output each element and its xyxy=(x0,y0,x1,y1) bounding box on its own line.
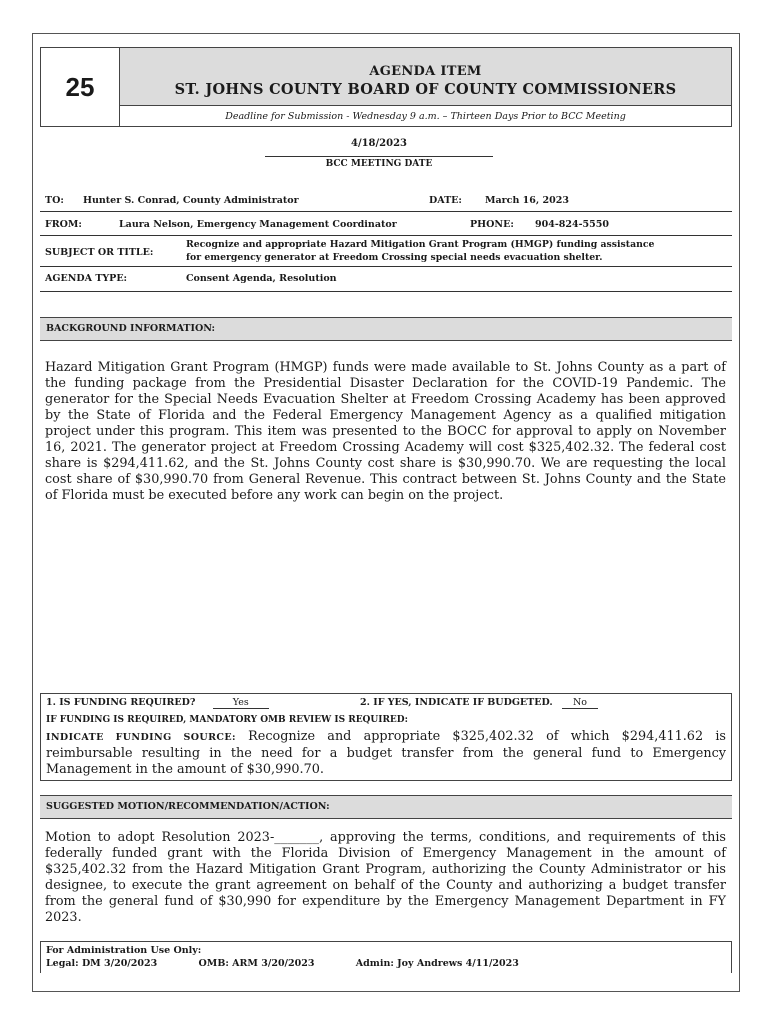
admin-signoffs xyxy=(46,958,519,969)
phone-label: PHONE: xyxy=(470,219,514,230)
subject-line1: Recognize and appropriate Hazard Mitigation Grant Program (HMGP) funding assistance xyxy=(186,239,655,250)
item-number: 25 xyxy=(41,48,120,126)
agenda-type-value: Consent Agenda, Resolution xyxy=(186,273,337,284)
budgeted-label: 2. IF YES, INDICATE IF BUDGETED. xyxy=(360,697,553,708)
title-box xyxy=(120,48,731,105)
title-line2: ST. JOHNS COUNTY BOARD OF COUNTY COMMISSIONERS xyxy=(174,81,677,98)
meeting-date-line xyxy=(265,156,493,157)
deadline-note: Deadline for Submission - Wednesday 9 a.m. – Thirteen Days Prior to BCC Meeting xyxy=(120,105,731,127)
budgeted-value: No xyxy=(562,697,598,709)
divider-agenda-type xyxy=(40,291,732,292)
admin-heading: For Administration Use Only: xyxy=(46,945,202,956)
date-value: March 16, 2023 xyxy=(485,195,569,206)
divider-to xyxy=(40,211,732,212)
motion-heading: SUGGESTED MOTION/RECOMMENDATION/ACTION: xyxy=(40,795,732,819)
funding-question-row xyxy=(46,697,598,709)
admin-signoff: Admin: Joy Andrews 4/11/2023 xyxy=(355,958,519,969)
divider-from xyxy=(40,235,732,236)
meeting-date: 4/18/2023 xyxy=(350,138,407,149)
agenda-header xyxy=(40,47,732,127)
funding-source-text: Recognize and appropriate $325,402.32 of which $294,411.62 is reimbursable resulting in the need for a budget transfer from the general fund to Emergency Management in the amount of $30,990.70. xyxy=(46,729,726,777)
phone-value: 904-824-5550 xyxy=(535,219,609,230)
to-value: Hunter S. Conrad, County Administrator xyxy=(83,195,299,206)
background-text: Hazard Mitigation Grant Program (HMGP) funds were made available to St. Johns County as a part of the funding package from the Presidential Disaster Declaration for the COVID-19 Pandemic. The generator for the Special Needs Evacuation Shelter at Freedom Crossing Academy has been approved by the State of Florida and the Federal Emergency Management Agency as a qualified mitigation project under this program. This item was presented to the BOCC for approval to apply on November 16, 2021. The generator project at Freedom Crossing Academy will cost $325,402.32. The federal cost share is $294,411.62, and the St. Johns County cost share is $30,990.70. We are requesting the local cost share of $30,990.70 from General Revenue. This contract between St. Johns County and the State of Florida must be executed before any work can begin on the project. xyxy=(45,360,726,503)
subject-line2: for emergency generator at Freedom Crossing special needs evacuation shelter. xyxy=(186,252,603,263)
legal-signoff: Legal: DM 3/20/2023 xyxy=(46,958,158,969)
title-line1: AGENDA ITEM xyxy=(369,64,482,79)
divider-subject xyxy=(40,266,732,267)
funding-source-label: INDICATE FUNDING SOURCE: xyxy=(46,732,236,743)
from-label: FROM: xyxy=(45,219,82,230)
date-label: DATE: xyxy=(429,195,462,206)
subject-label: SUBJECT OR TITLE: xyxy=(45,247,154,258)
funding-box xyxy=(40,693,732,781)
funding-required-value: Yes xyxy=(213,697,269,709)
omb-signoff: OMB: ARM 3/20/2023 xyxy=(198,958,315,969)
agenda-page xyxy=(32,33,740,992)
funding-required-label: 1. IS FUNDING REQUIRED? xyxy=(46,697,196,708)
funding-source xyxy=(46,729,726,778)
to-label: TO: xyxy=(45,195,64,206)
admin-box xyxy=(40,941,732,973)
meeting-date-label: BCC MEETING DATE xyxy=(325,159,433,169)
from-value: Laura Nelson, Emergency Management Coordinator xyxy=(119,219,397,230)
omb-review-note: IF FUNDING IS REQUIRED, MANDATORY OMB REVIEW IS REQUIRED: xyxy=(46,715,408,725)
background-heading: BACKGROUND INFORMATION: xyxy=(40,317,732,341)
motion-text: Motion to adopt Resolution 2023-_______, approving the terms, conditions, and requirements of this federally funded grant with the Florida Division of Emergency Management in the amount of $325,402.32 from the Hazard Mitigation Grant Program, authorizing the County Administrator or his designee, to execute the grant agreement on behalf of the County and authorizing a budget transfer from the general fund of $30,990 for expenditure by the Emergency Management Department in FY 2023. xyxy=(45,830,726,925)
agenda-type-label: AGENDA TYPE: xyxy=(45,273,128,284)
